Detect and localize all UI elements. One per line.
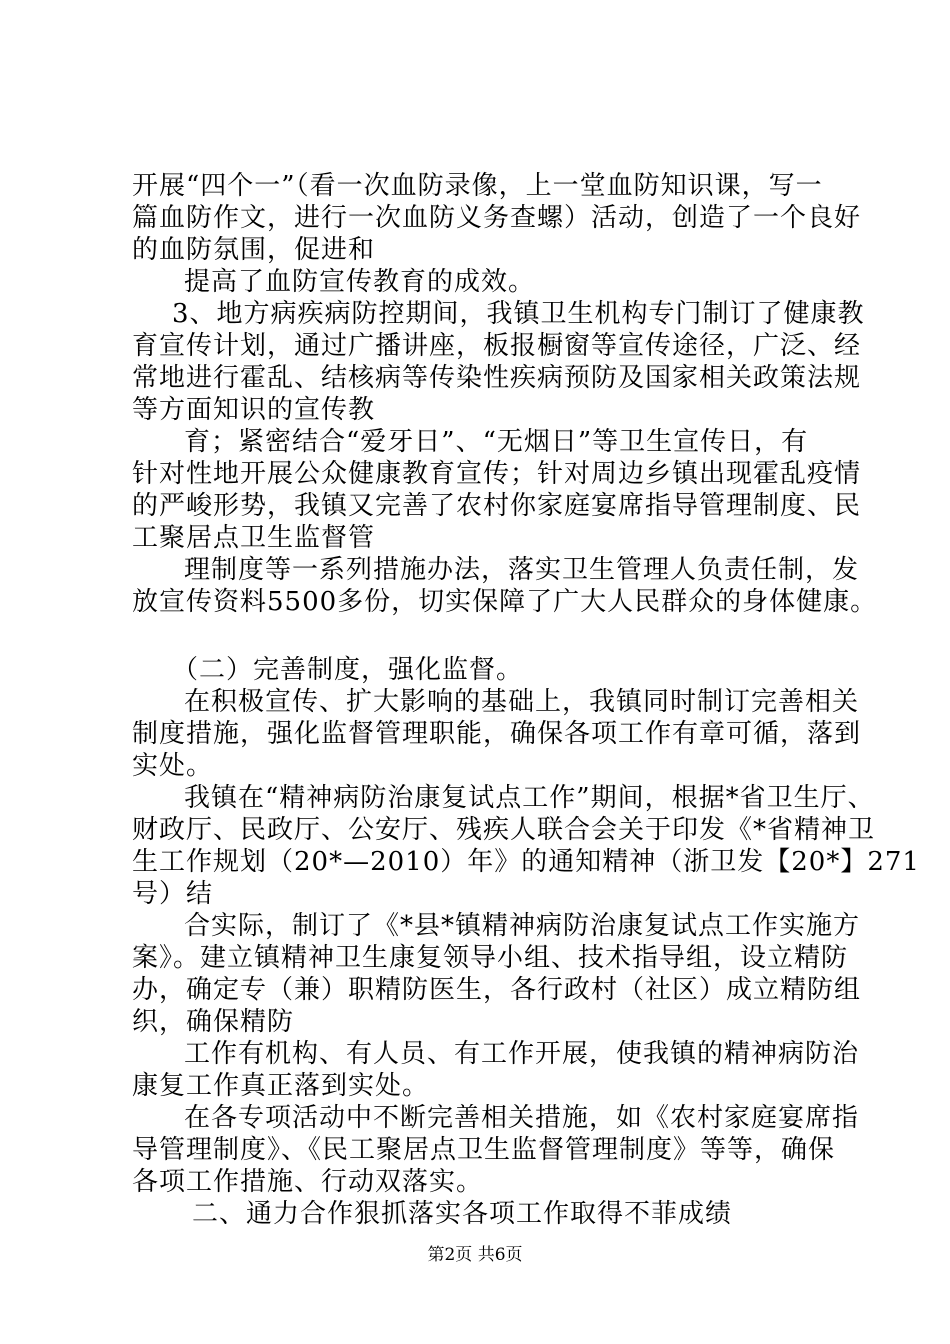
text-line: 我镇在“精神病防治康复试点工作”期间，根据*省卫生厅、 <box>184 783 875 813</box>
text-line: 在积极宣传、扩大影响的基础上，我镇同时制订完善相关 <box>184 687 860 717</box>
text-line: 育宣传计划，通过广播讲座，板报橱窗等宣传途径，广泛、经 <box>132 331 862 361</box>
text-line: 等方面知识的宣传教 <box>132 395 376 425</box>
text-line: 合实际，制订了《*县*镇精神病防治康复试点工作实施方 <box>184 911 861 941</box>
text-line: 号）结 <box>132 879 214 909</box>
text-line: 实处。 <box>132 751 214 781</box>
text-line: 案》。建立镇精神卫生康复领导小组、技术指导组，设立精防 <box>132 943 849 973</box>
text-line: 织，确保精防 <box>132 1007 295 1037</box>
section-heading: 二、通力合作狠抓落实各项工作取得不菲成绩 <box>192 1199 733 1229</box>
document-body <box>132 170 920 1230</box>
text-line: 在各专项活动中不断完善相关措施，如《农村家庭宴席指 <box>184 1103 860 1133</box>
text-line: 常地进行霍乱、结核病等传染性疾病预防及国家相关政策法规 <box>132 363 862 393</box>
text-line: 理制度等一系列措施办法，落实卫生管理人负责任制，发 <box>184 555 860 585</box>
text-line: 育；紧密结合“爱牙日”、“无烟日”等卫生宣传日，有 <box>184 427 809 457</box>
text-line: 工聚居点卫生监督管 <box>132 523 376 553</box>
section-heading: （二）完善制度，强化监督。 <box>172 655 524 685</box>
text-line: 提高了血防宣传教育的成效。 <box>184 267 536 297</box>
text-line: 制度措施，强化监督管理职能，确保各项工作有章可循，落到 <box>132 719 862 749</box>
text-line: 导管理制度》、《民工聚居点卫生监督管理制度》等等，确保 <box>132 1135 836 1165</box>
text-line: 针对性地开展公众健康教育宣传；针对周边乡镇出现霍乱疫情 <box>132 459 862 489</box>
text-line: 篇血防作文，进行一次血防义务查螺）活动，创造了一个良好 <box>132 203 862 233</box>
text-line: 生工作规划（20*—2010）年》的通知精神（浙卫发【20*】271 <box>132 847 920 877</box>
text-line: 开展“四个一”（看一次血防录像，上一堂血防知识课，写一 <box>132 171 823 201</box>
text-line: 的严峻形势，我镇又完善了农村你家庭宴席指导管理制度、民 <box>132 491 862 521</box>
text-line: 办，确定专（兼）职精防医生，各行政村（社区）成立精防组 <box>132 975 862 1005</box>
text-line: 各项工作措施、行动双落实。 <box>132 1167 484 1197</box>
text-line: 3、地方病疾病防控期间，我镇卫生机构专门制订了健康教 <box>172 299 865 329</box>
page-footer: 第2页 共6页 <box>427 1245 523 1265</box>
text-line: 康复工作真正落到实处。 <box>132 1071 430 1101</box>
text-line: 工作有机构、有人员、有工作开展，使我镇的精神病防治 <box>184 1039 860 1069</box>
text-line: 财政厅、民政厅、公安厅、残疾人联合会关于印发《*省精神卫 <box>132 815 876 845</box>
text-line: 放宣传资料5500多份，切实保障了广大人民群众的身体健康。 <box>132 587 878 617</box>
text-line: 的血防氛围，促进和 <box>132 235 376 265</box>
paragraph-gap <box>132 618 832 654</box>
